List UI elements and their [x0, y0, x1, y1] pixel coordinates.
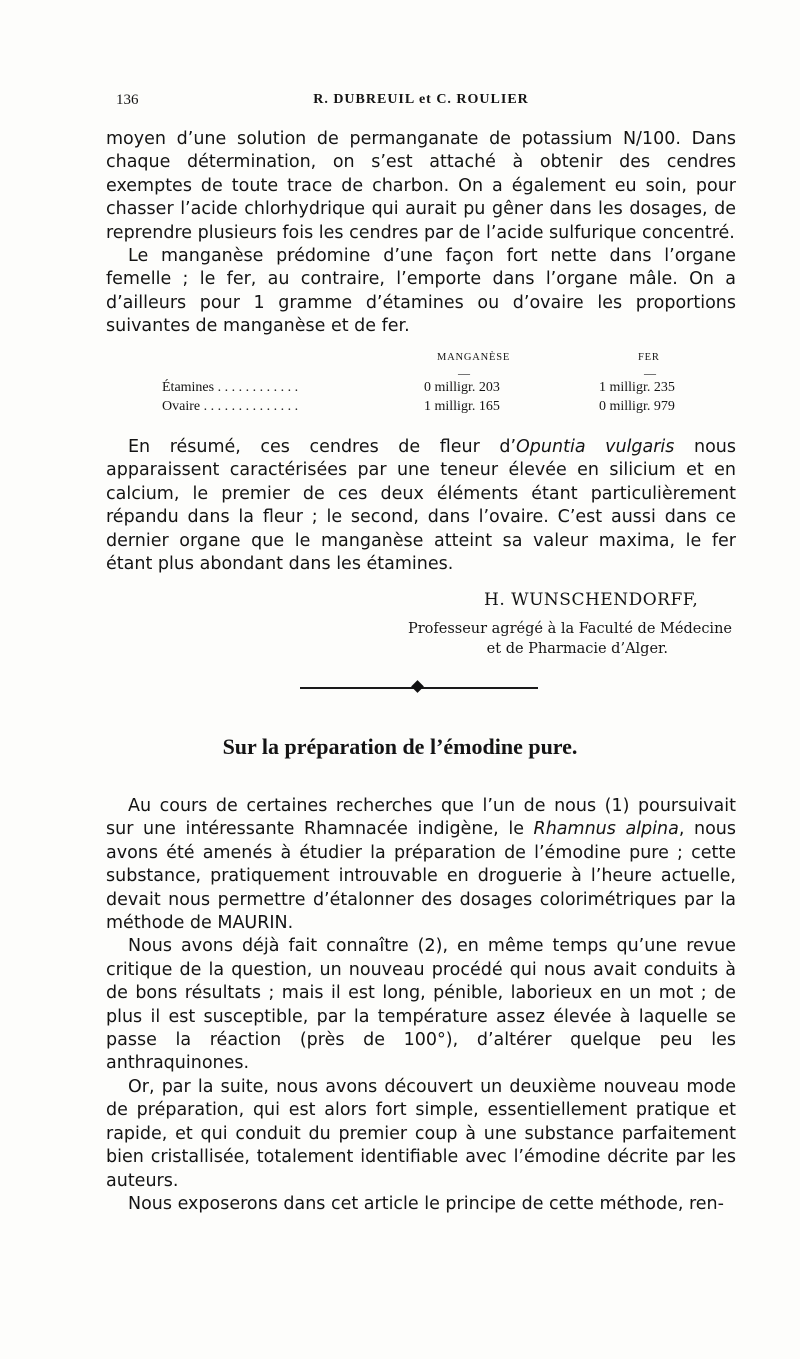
article-title: Sur la préparation de l’émodine pure.	[222, 734, 578, 759]
column-header-fer: FER	[638, 352, 660, 363]
column-header-manganese: MANGANÈSE	[437, 352, 511, 363]
text-block-summary	[106, 436, 736, 576]
running-title: R. DUBREUIL et C. ROULIER	[313, 92, 529, 107]
text-span: , nous avons été amenés à étudier la préparation de l’émodine pure ; cette substance, pratiquement introuvable en droguerie à l’heure actuelle, devait nous permettre d’étalonner des dosages colorimétriques par la méthode de MAURIN.	[106, 819, 736, 934]
page-number: 136	[116, 92, 139, 108]
paragraph-outline: Nous exposerons dans cet article le principe de cette méthode, ren-	[128, 1193, 724, 1214]
text-block-article	[106, 795, 736, 1216]
paragraph-summary	[106, 436, 736, 576]
table-row	[162, 399, 702, 418]
paragraph-previous-method: Nous avons déjà fait connaître (2), en même temps qu’une revue critique de la question, un nouveau procédé qui nous avait conduits à de bons résultats ; mais il est long, pénible, laborieux en un mot ; de plus il est susceptible, par la température assez élevée à laquelle se passe la réaction (près de 100°), d’altérer quelque peu les anthraquinones.	[106, 936, 736, 1074]
paragraph-introduction	[106, 795, 736, 935]
column-dash: —	[644, 366, 656, 380]
table-row	[162, 380, 702, 399]
mineral-table	[162, 352, 702, 418]
paragraph-manganese: Le manganèse prédomine d’une façon fort nette dans l’organe femelle ; le fer, au contraire, l’emporte dans l’organe mâle. On a d’ailleurs pour 1 gramme d’étamines ou d’ovaire les proportions suivantes de manganèse et de fer.	[106, 246, 736, 337]
page-header	[106, 92, 736, 116]
diamond-ornament-icon	[411, 680, 424, 693]
cell-fer: 1 milligr. 235	[599, 380, 675, 395]
column-dash: —	[458, 366, 470, 380]
text-span: En résumé, ces cendres de fleur d’	[128, 437, 517, 457]
text-span: Au cours de certaines recherches que l’un de nous (1) poursuivait sur une intéressante Rhamnacée indigène, le	[106, 796, 736, 840]
cell-fer: 0 milligr. 979	[599, 399, 675, 414]
author-title: Professeur agrégé à la Faculté de Médecine	[407, 621, 732, 637]
species-name: Rhamnus alpina	[533, 819, 679, 840]
text-block-intro	[106, 128, 736, 339]
row-label: Ovaire . . . . . . . . . . . . . .	[162, 399, 299, 414]
cell-manganese: 0 milligr. 203	[424, 380, 500, 395]
cell-manganese: 1 milligr. 165	[424, 399, 500, 414]
paragraph-new-method: Or, par la suite, nous avons découvert un deuxième nouveau mode de préparation, qui est alors fort simple, essentiellement pratique et rapide, et qui conduit du premier coup à une substance parfaitement bien cristallisée, totalement identifiable avec l’émodine décrite par les auteurs.	[106, 1076, 736, 1191]
table-header	[162, 352, 702, 380]
paragraph-dosage-method: moyen d’une solution de permanganate de potassium N/100. Dans chaque détermination, on s’est attaché à obtenir des cendres exemptes de toute trace de charbon. On a également eu soin, pour chasser l’acide chlorhydrique qui aurait pu gêner dans les dosages, de reprendre plusieurs fois les cendres par de l’acide sulfurique concentré.	[106, 129, 736, 243]
text-span: nous apparaissent caractérisées par une teneur élevée en silicium et en calcium, le premier de ces deux éléments étant particulièrement répandu dans la fleur ; le second, dans l’ovaire. C’est aussi dans ce dernier organe que le manganèse atteint sa valeur maxima, le fer étant plus abondant dans les étamines.	[106, 437, 736, 575]
row-label: Étamines . . . . . . . . . . . .	[162, 380, 299, 395]
author-name: H. WUNSCHENDORFF,	[484, 590, 699, 610]
author-affiliation: et de Pharmacie d’Alger.	[486, 641, 668, 657]
species-name: Opuntia vulgaris	[516, 437, 675, 457]
